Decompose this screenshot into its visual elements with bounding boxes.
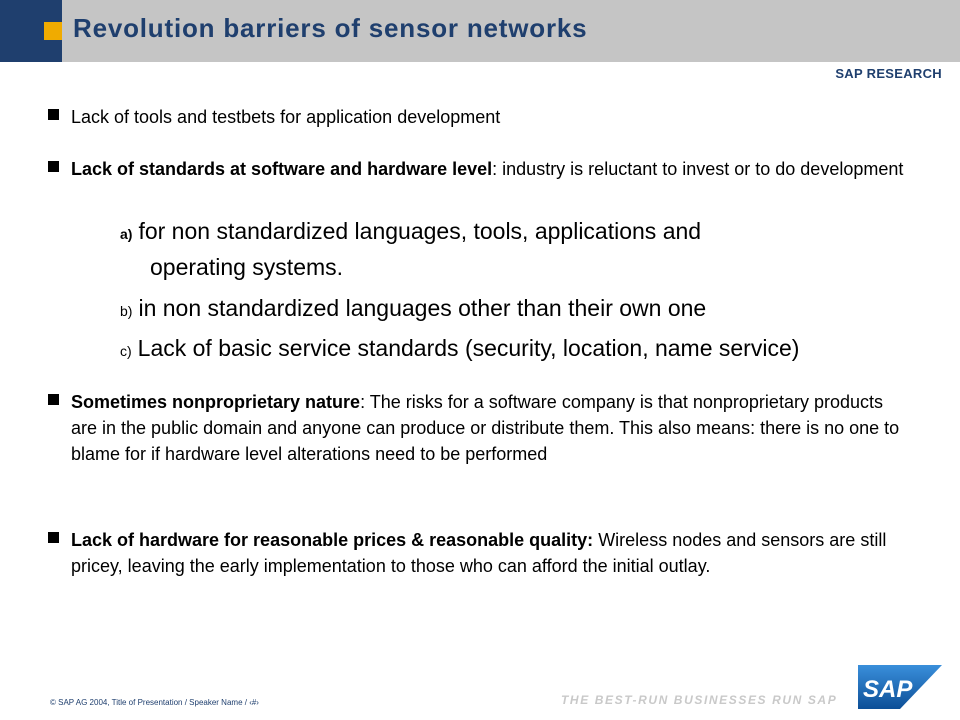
bullet-item-2: [48, 156, 910, 182]
bullet-bold-text: Lack of standards at software and hardware level: [71, 159, 493, 179]
bullet-text: Lack of tools and testbets for application development: [71, 107, 501, 127]
subitem-text: operating systems.: [150, 254, 344, 280]
footer-copyright: © SAP AG 2004, Title of Presentation / Speaker Name / ‹#›: [50, 698, 259, 707]
bullet-text: Wireless nodes and sensors are still pricey, leaving the early implementation to those who can afford the initial outlay.: [71, 530, 887, 576]
bullet-item-1: [48, 104, 910, 130]
subitem-b: [120, 290, 706, 329]
subitem-text: for non standardized languages, tools, applications and: [138, 218, 702, 244]
bullet-bold-text: Sometimes nonproprietary nature: [71, 392, 361, 412]
bullet-bold-text: Lack of hardware for reasonable prices & reasonable quality:: [71, 530, 594, 550]
sap-research-label: SAP RESEARCH: [835, 66, 942, 81]
sap-logo: [858, 665, 942, 709]
subitem-text: in non standardized languages other than their own one: [138, 295, 707, 321]
bullet-text: : industry is reluctant to invest or to do development: [492, 159, 904, 179]
subitem-label: b): [120, 303, 133, 319]
subitem-a-continued: [150, 249, 343, 285]
bullet-item-4: [48, 527, 910, 579]
bullet-square-icon: [48, 109, 59, 120]
slide-title: Revolution barriers of sensor networks: [73, 13, 588, 43]
subitem-label: c): [120, 343, 132, 359]
sap-logo-text: SAP: [863, 676, 913, 703]
subitem-text: Lack of basic service standards (security, location, name service): [137, 335, 800, 361]
header-orange-square: [44, 22, 62, 40]
bullet-text: : The risks for a software company is that nonproprietary products are in the public domain and anyone can produce or distribute them. This also means: there is no one to blame for if hardware level alterations need to be performed: [71, 392, 900, 464]
subitem-label: a): [120, 226, 133, 242]
bullet-square-icon: [48, 532, 59, 543]
subitem-a: [120, 213, 701, 252]
subitem-c: [120, 330, 799, 369]
bullet-square-icon: [48, 394, 59, 405]
bullet-square-icon: [48, 161, 59, 172]
bullet-item-3: [48, 389, 910, 467]
footer-slogan: THE BEST-RUN BUSINESSES RUN SAP: [561, 693, 838, 707]
